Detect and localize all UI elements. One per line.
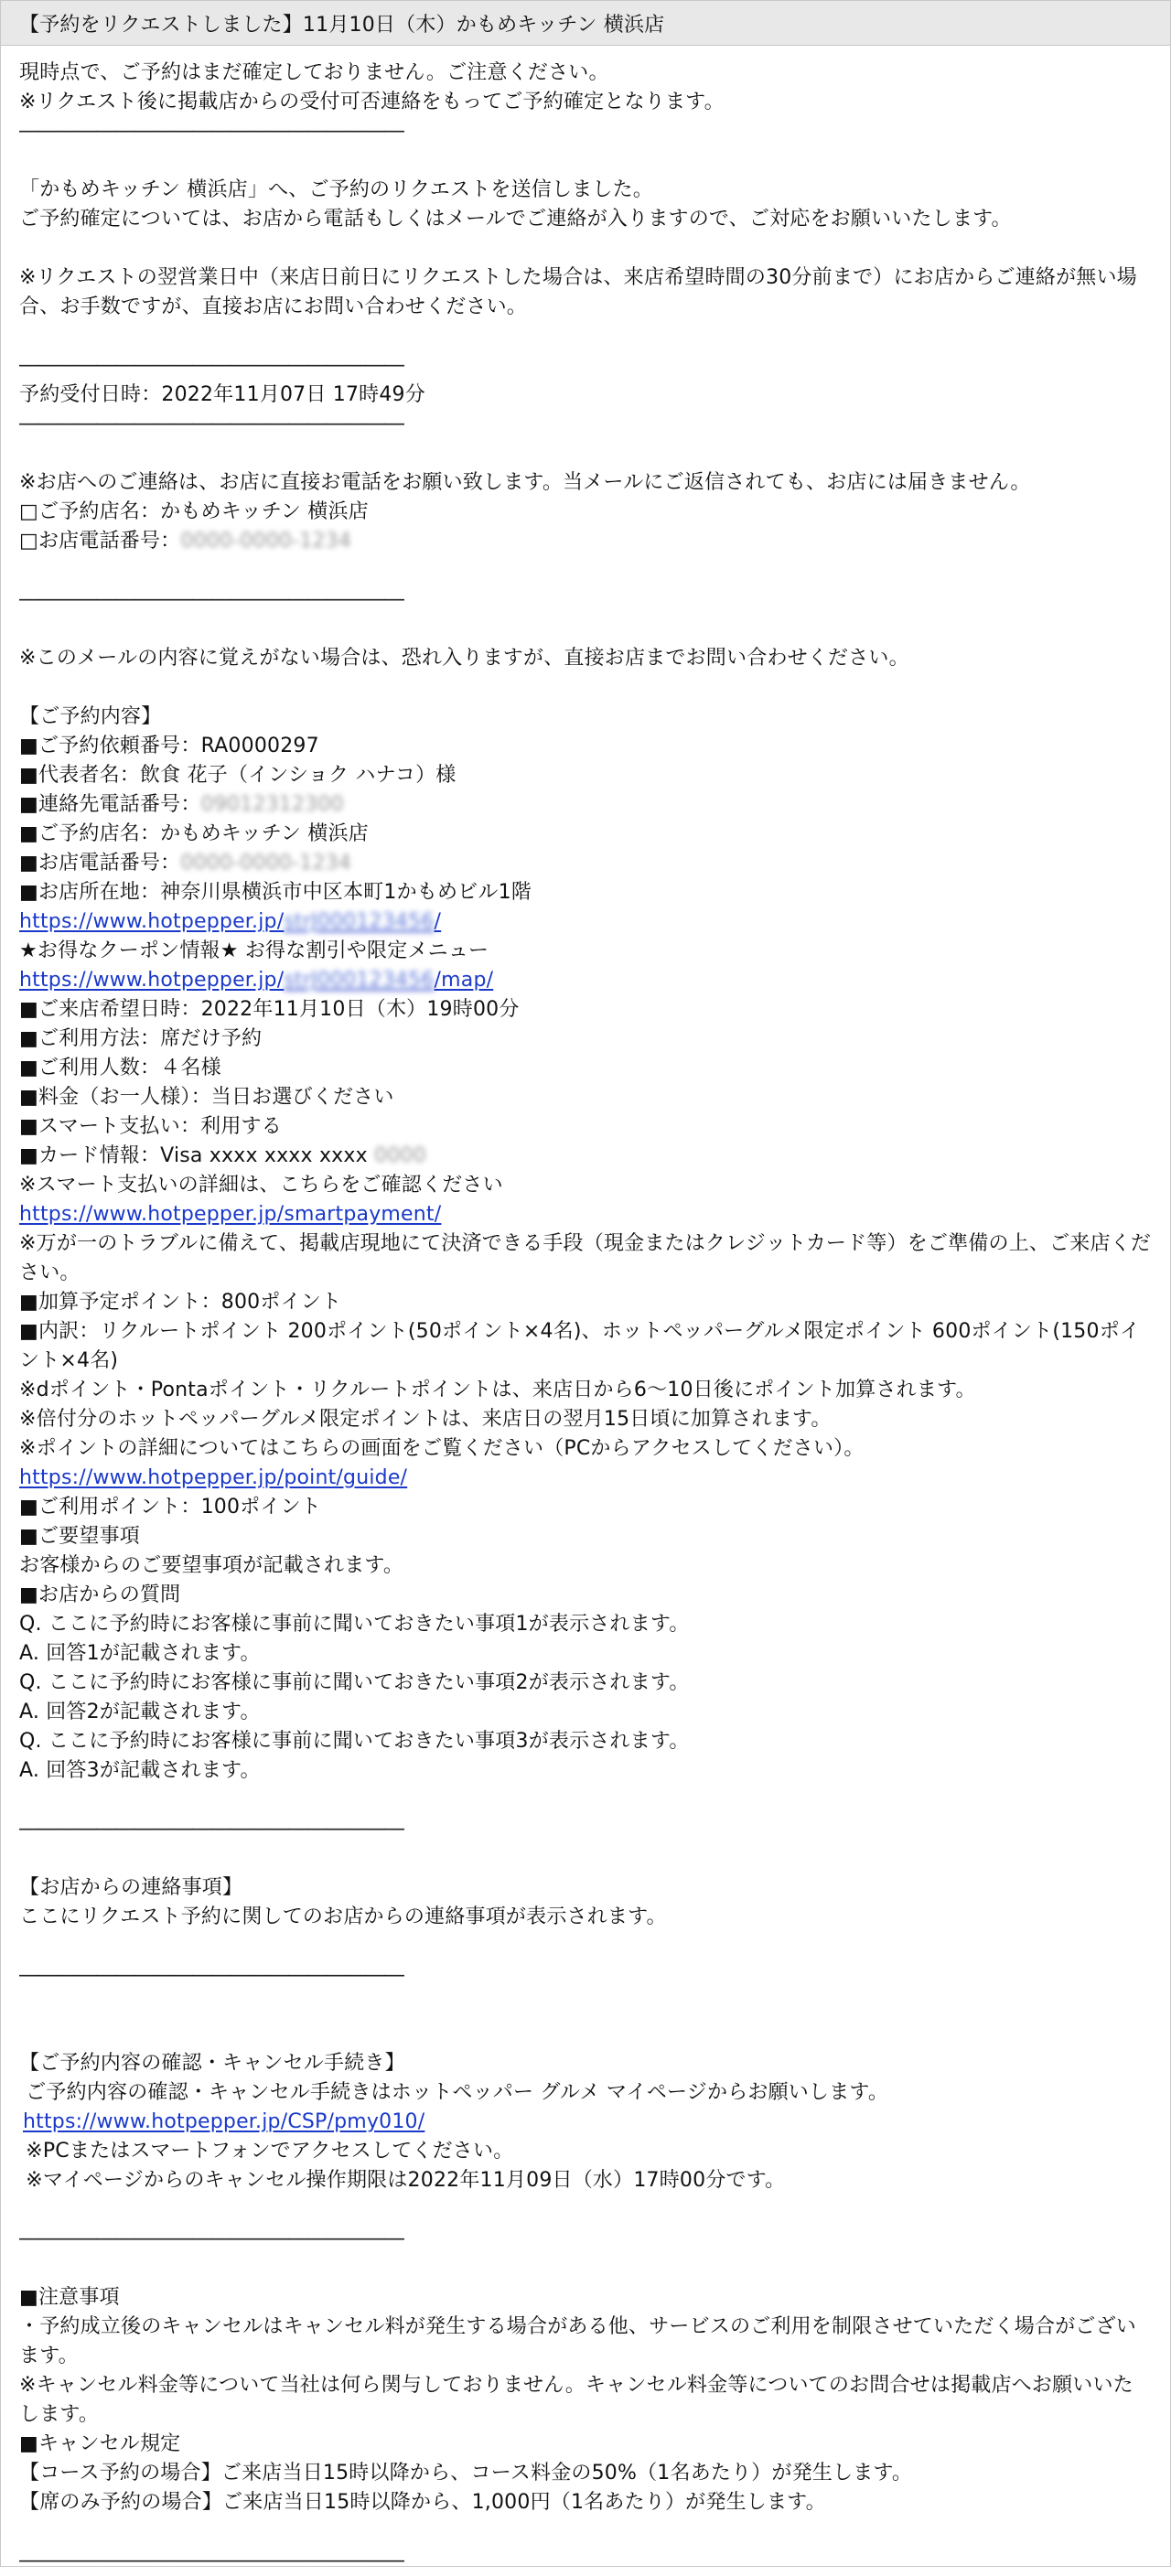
separator: ―――――――――――――――――――― (19, 1964, 403, 1987)
smart-payment-link[interactable]: https://www.hotpepper.jp/smartpayment/ (19, 1203, 442, 1226)
cancel-heading: 【ご予約内容の確認・キャンセル手続き】 (19, 2052, 405, 2075)
separator: ―――――――――――――――――――― (19, 120, 403, 143)
received-datetime: 予約受付日時：2022年11月07日 17時49分 (19, 383, 425, 406)
smart-payment: ■スマート支払い：利用する (19, 1115, 282, 1138)
cancel-text: ご予約内容の確認・キャンセル手続きはホットペッパー グルメ マイページからお願いします。 (19, 2081, 889, 2104)
points-note-1: ※dポイント・Pontaポイント・リクルートポイントは、来店日から6～10日後にポイント加算されます。 (19, 1379, 976, 1401)
usage-method: ■ご利用方法：席だけ予約 (19, 1027, 263, 1050)
party-size: ■ご利用人数：４名様 (19, 1057, 221, 1079)
contact-phone (19, 790, 1152, 820)
store-message-text: ここにリクエスト予約に関してのお店からの連絡事項が表示されます。 (19, 1905, 667, 1928)
separator: ―――――――――――――――――――― (19, 2549, 403, 2572)
answer-3: A. 回答3が記載されます。 (19, 1759, 261, 1782)
detail-store-phone-label: ■お店電話番号： (19, 852, 181, 875)
representative-name: ■代表者名：飲食 花子（インショク ハナコ）様 (19, 764, 457, 787)
separator: ―――――――――――――――――――― (19, 588, 403, 611)
mypage-link[interactable]: https://www.hotpepper.jp/CSP/pmy010/ (23, 2110, 425, 2133)
detail-store-phone (19, 849, 1152, 878)
intro-line-2: ※リクエスト後に掲載店からの受付可否連絡をもってご予約確定となります。 (19, 91, 725, 113)
email-subject: 【予約をリクエストしました】11月10日（木）かもめキッチン 横浜店 (1, 1, 1170, 46)
store-message-heading: 【お店からの連絡事項】 (19, 1876, 243, 1899)
points-breakdown: ■内訳：リクルートポイント 200ポイント(50ポイント×4名)、ホットペッパーグルメ限定ポイント 600ポイント(150ポイント×4名) (19, 1320, 1141, 1372)
cancel-rule-seat: 【席のみ予約の場合】ご来店当日15時以降から、1,000円（1名あたり）が発生します。 (19, 2491, 826, 2514)
cancel-note-2: ※マイページからのキャンセル操作期限は2022年11月09日（水）17時00分です。 (19, 2169, 786, 2192)
store-page-link[interactable]: https://www.hotpepper.jp/strJ000123456/ (19, 910, 442, 933)
requests-text: お客様からのご要望事項が記載されます。 (19, 1554, 404, 1577)
store-contact-note: ※お店へのご連絡は、お店に直接お電話をお願い致します。当メールにご返信されても、お店には届きません。 (19, 471, 1031, 494)
points-note-3: ※ポイントの詳細についてはこちらの画面をご覧ください（PCからアクセスしてください）。 (19, 1437, 865, 1460)
request-number: ■ご予約依頼番号：RA0000297 (19, 735, 319, 757)
question-3: Q. ここに予約時にお客様に事前に聞いておきたい事項3が表示されます。 (19, 1730, 690, 1753)
caution-heading: ■注意事項 (19, 2286, 120, 2309)
question-2: Q. ここに予約時にお客様に事前に聞いておきたい事項2が表示されます。 (19, 1671, 690, 1694)
store-contact-phone (19, 527, 1152, 556)
points-used: ■ご利用ポイント：100ポイント (19, 1496, 321, 1519)
smart-payment-note: ※スマート支払いの詳細は、こちらをご確認ください (19, 1174, 503, 1197)
store-map-link[interactable]: https://www.hotpepper.jp/strJ000123456/map/ (19, 969, 494, 992)
coupon-info: ★お得なクーポン情報★ お得な割引や限定メニュー (19, 939, 489, 962)
requests-heading: ■ご要望事項 (19, 1525, 140, 1548)
detail-store-name: ■ご予約店名：かもめキッチン 横浜店 (19, 822, 369, 845)
cancel-rules-heading: ■キャンセル規定 (19, 2432, 181, 2455)
card-info (19, 1142, 1152, 1171)
caution-line-1: ・予約成立後のキャンセルはキャンセル料が発生する場合がある他、サービスのご利用を制限させていただく場合がございます。 (19, 2315, 1137, 2367)
card-info-label: ■カード情報：Visa xxxx xxxx xxxx (19, 1144, 375, 1167)
store-phone-value: 0000-0000-1234 (180, 530, 352, 553)
price-per-person: ■料金（お一人様）：当日お選びください (19, 1086, 394, 1109)
unknown-mail-note: ※このメールの内容に覚えがない場合は、恐れ入りますが、直接お店までお問い合わせください。 (19, 647, 909, 670)
separator: ―――――――――――――――――――― (19, 413, 403, 435)
caution-line-2: ※キャンセル料金等について当社は何ら関与しておりません。キャンセル料金等についてのお問合せは掲載店へお願いいたします。 (19, 2374, 1133, 2426)
cancel-rule-course: 【コース予約の場合】ご来店当日15時以降から、コース料金の50%（1名あたり）が発生します。 (19, 2462, 913, 2485)
answer-1: A. 回答1が記載されます。 (19, 1642, 261, 1665)
store-phone-label: □お店電話番号： (19, 530, 181, 553)
separator: ―――――――――――――――――――― (19, 354, 403, 377)
cancel-note-1: ※PCまたはスマートフォンでアクセスしてください。 (19, 2140, 514, 2163)
question-1: Q. ここに予約時にお客様に事前に聞いておきたい事項1が表示されます。 (19, 1613, 690, 1636)
separator: ―――――――――――――――――――― (19, 2227, 403, 2250)
card-info-hidden: 0000 (374, 1144, 426, 1167)
email-body (1, 46, 1170, 2576)
visit-datetime: ■ご来店希望日時：2022年11月10日（木）19時00分 (19, 998, 520, 1021)
points-note-2: ※倍付分のホットペッパーグルメ限定ポイントは、来店日の翌月15日頃に加算されます。 (19, 1408, 832, 1431)
contact-phone-value: 09012312300 (200, 793, 344, 816)
store-url-line (19, 907, 1152, 937)
request-sent-line-1: 「かもめキッチン 横浜店」へ、ご予約のリクエストを送信しました。 (19, 178, 653, 201)
separator: ―――――――――――――――――――― (19, 1818, 403, 1841)
points-guide-link[interactable]: https://www.hotpepper.jp/point/guide/ (19, 1466, 408, 1489)
intro-line-1: 現時点で、ご予約はまだ確定しておりません。ご注意ください。 (19, 61, 609, 84)
contact-note: ※リクエストの翌営業日中（来店日前日にリクエストした場合は、来店希望時間の30分前まで）にお店からご連絡が無い場合、お手数ですが、直接お店にお問い合わせください。 (19, 266, 1137, 318)
answer-2: A. 回答2が記載されます。 (19, 1701, 261, 1723)
store-contact-name: □ご予約店名：かもめキッチン 横浜店 (19, 500, 369, 523)
questions-heading: ■お店からの質問 (19, 1583, 181, 1606)
detail-store-phone-value: 0000-0000-1234 (180, 852, 352, 875)
store-address: ■お店所在地：神奈川県横浜市中区本町1かもめビル1階 (19, 881, 532, 904)
trouble-note: ※万が一のトラブルに備えて、掲載店現地にて決済できる手段（現金またはクレジットカード等）をご準備の上、ご来店ください。 (19, 1232, 1152, 1284)
points-planned: ■加算予定ポイント：800ポイント (19, 1291, 342, 1314)
details-heading: 【ご予約内容】 (19, 705, 162, 728)
map-url-line (19, 966, 1152, 995)
request-sent-line-2: ご予約確定については、お店から電話もしくはメールでご連絡が入りますので、ご対応をお願いいたします。 (19, 208, 1012, 231)
contact-phone-label: ■連絡先電話番号： (19, 793, 201, 816)
